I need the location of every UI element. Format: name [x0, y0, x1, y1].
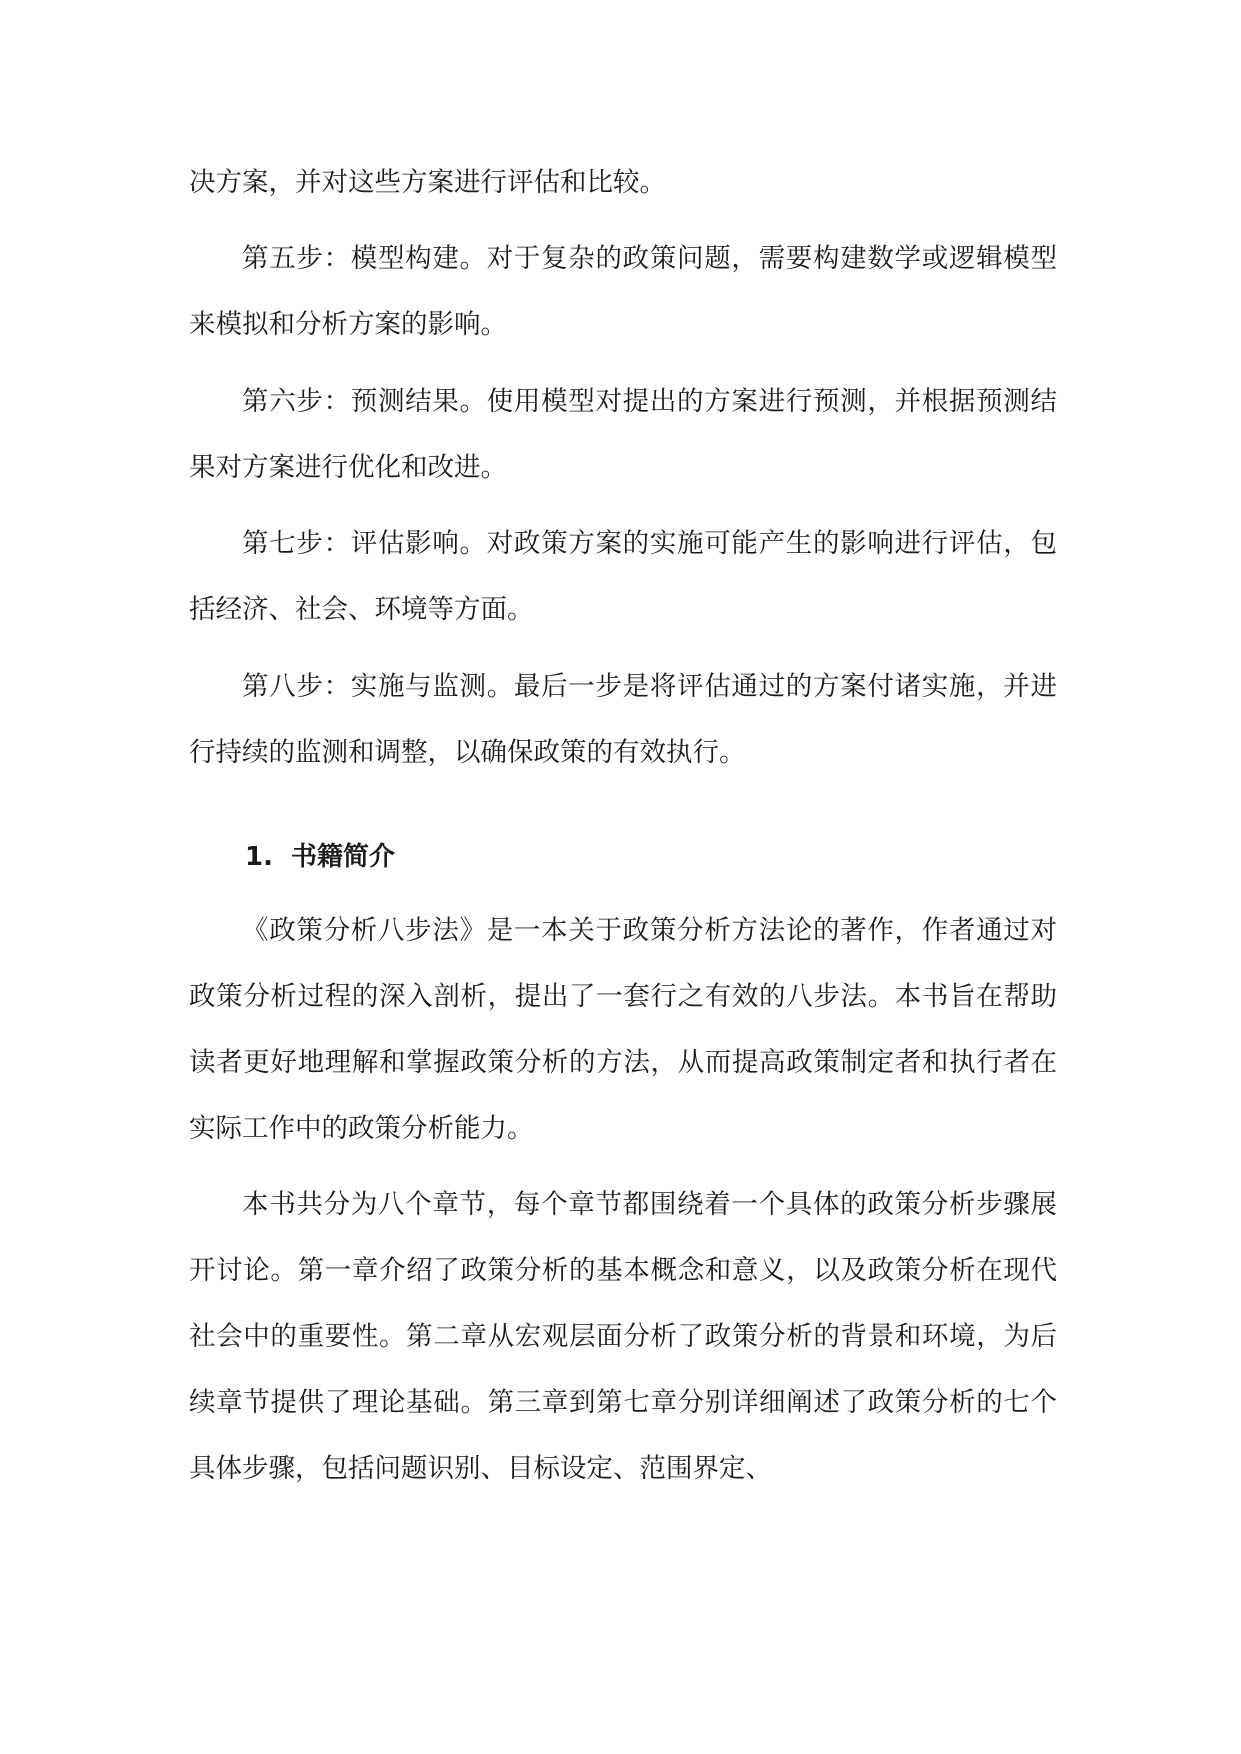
- paragraph-book-intro: 《政策分析八步法》是一本关于政策分析方法论的著作，作者通过对政策分析过程的深入剖析，提出了一套行之有效的八步法。本书旨在帮助读者更好地理解和掌握政策分析的方法，从而提高政策制定者和执行者在实际工作中的政策分析能力。: [189, 914, 1057, 1144]
- section-title: 书籍简介: [291, 841, 396, 872]
- paragraph-step-five: 第五步：模型构建。对于复杂的政策问题，需要构建数学或逻辑模型来模拟和分析方案的影响。: [189, 243, 1057, 341]
- paragraph-step-eight: 第八步：实施与监测。最后一步是将评估通过的方案付诸实施，并进行持续的监测和调整，以确保政策的有效执行。: [189, 670, 1057, 768]
- paragraph-step-seven: 第七步：评估影响。对政策方案的实施可能产生的影响进行评估，包括经济、社会、环境等方面。: [189, 528, 1057, 626]
- section-number: 1.: [245, 841, 273, 872]
- section-heading: [189, 824, 1057, 890]
- paragraph-step-six: 第六步：预测结果。使用模型对提出的方案进行预测，并根据预测结果对方案进行优化和改进。: [189, 385, 1057, 483]
- paragraph-chapter-overview: 本书共分为八个章节，每个章节都围绕着一个具体的政策分析步骤展开讨论。第一章介绍了政策分析的基本概念和意义，以及政策分析在现代社会中的重要性。第二章从宏观层面分析了政策分析的背景和环境，为后续章节提供了理论基础。第三章到第七章分别详细阐述了政策分析的七个具体步骤，包括问题识别、目标设定、范围界定、: [189, 1188, 1057, 1484]
- document-body: [189, 150, 1057, 1512]
- paragraph-continuation: 决方案，并对这些方案进行评估和比较。: [189, 167, 666, 198]
